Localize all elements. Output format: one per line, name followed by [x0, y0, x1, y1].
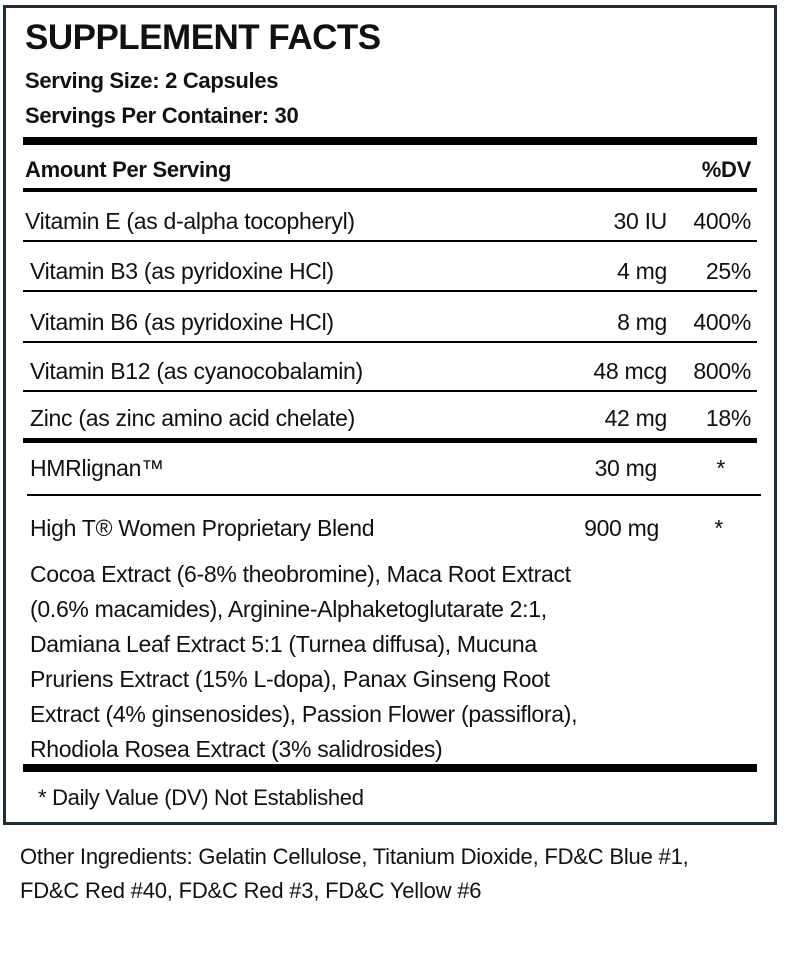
blend-line: Extract (4% ginsenosides), Passion Flower (passiflora),	[30, 701, 578, 727]
blend-line: (0.6% macamides), Arginine-Alphaketoglutarate 2:1,	[30, 596, 547, 622]
blend-dv: *	[714, 515, 723, 541]
divider	[23, 390, 757, 392]
thick-divider	[23, 137, 757, 145]
blend-amount: 900 mg	[584, 515, 659, 541]
blend-line: Rhodiola Rosea Extract (3% salidrosides)	[30, 736, 443, 762]
nutrient-name: Zinc (as zinc amino acid chelate)	[30, 405, 356, 431]
other-ingredients: Other Ingredients: Gelatin Cellulose, Titanium Dioxide, FD&C Blue #1, FD&C Red #40, FD&C Red #3, FD&C Yellow #6	[20, 844, 689, 903]
thick-divider	[23, 764, 757, 772]
nutrient-amount: 48 mcg	[593, 358, 667, 384]
dv-header: %DV	[701, 157, 751, 182]
nutrient-dv: 400%	[693, 309, 751, 335]
nutrient-amount: 8 mg	[617, 309, 667, 335]
nutrient-amount: 30 IU	[613, 208, 667, 234]
divider	[23, 341, 757, 343]
nutrient-name: Vitamin B3 (as pyridoxine HCl)	[30, 258, 334, 284]
blend-line: Damiana Leaf Extract 5:1 (Turnea diffusa), Mucuna	[30, 631, 537, 657]
divider	[23, 240, 757, 242]
servings-per-container: Servings Per Container: 30	[25, 103, 299, 128]
footnote: * Daily Value (DV) Not Established	[38, 785, 364, 810]
nutrient-dv: 18%	[705, 405, 751, 431]
nutrient-name: Vitamin B6 (as pyridoxine HCl)	[30, 309, 334, 335]
serving-size: Serving Size: 2 Capsules	[25, 68, 279, 93]
hmrlignan-dv: *	[716, 455, 725, 481]
hmrlignan-amount: 30 mg	[594, 455, 657, 481]
nutrient-amount: 42 mg	[604, 405, 667, 431]
blend-ingredients	[30, 557, 577, 767]
nutrient-name: Vitamin E (as d-alpha tocopheryl)	[25, 208, 355, 234]
divider	[23, 188, 757, 192]
nutrient-dv: 400%	[693, 208, 751, 234]
blend-name: High T® Women Proprietary Blend	[30, 515, 375, 541]
nutrient-amount: 4 mg	[617, 258, 667, 284]
blend-line: Pruriens Extract (15% L-dopa), Panax Ginseng Root	[30, 666, 550, 692]
hmrlignan-name: HMRlignan™	[30, 455, 164, 481]
blend-line: Cocoa Extract (6-8% theobromine), Maca Root Extract	[30, 561, 571, 587]
nutrient-dv: 25%	[705, 258, 751, 284]
amount-per-serving-header: Amount Per Serving	[25, 157, 232, 182]
nutrient-dv: 800%	[693, 358, 751, 384]
panel-title: SUPPLEMENT FACTS	[25, 18, 381, 57]
nutrient-name: Vitamin B12 (as cyanocobalamin)	[30, 358, 363, 384]
divider	[27, 494, 761, 496]
divider	[23, 290, 757, 292]
divider	[23, 438, 757, 443]
